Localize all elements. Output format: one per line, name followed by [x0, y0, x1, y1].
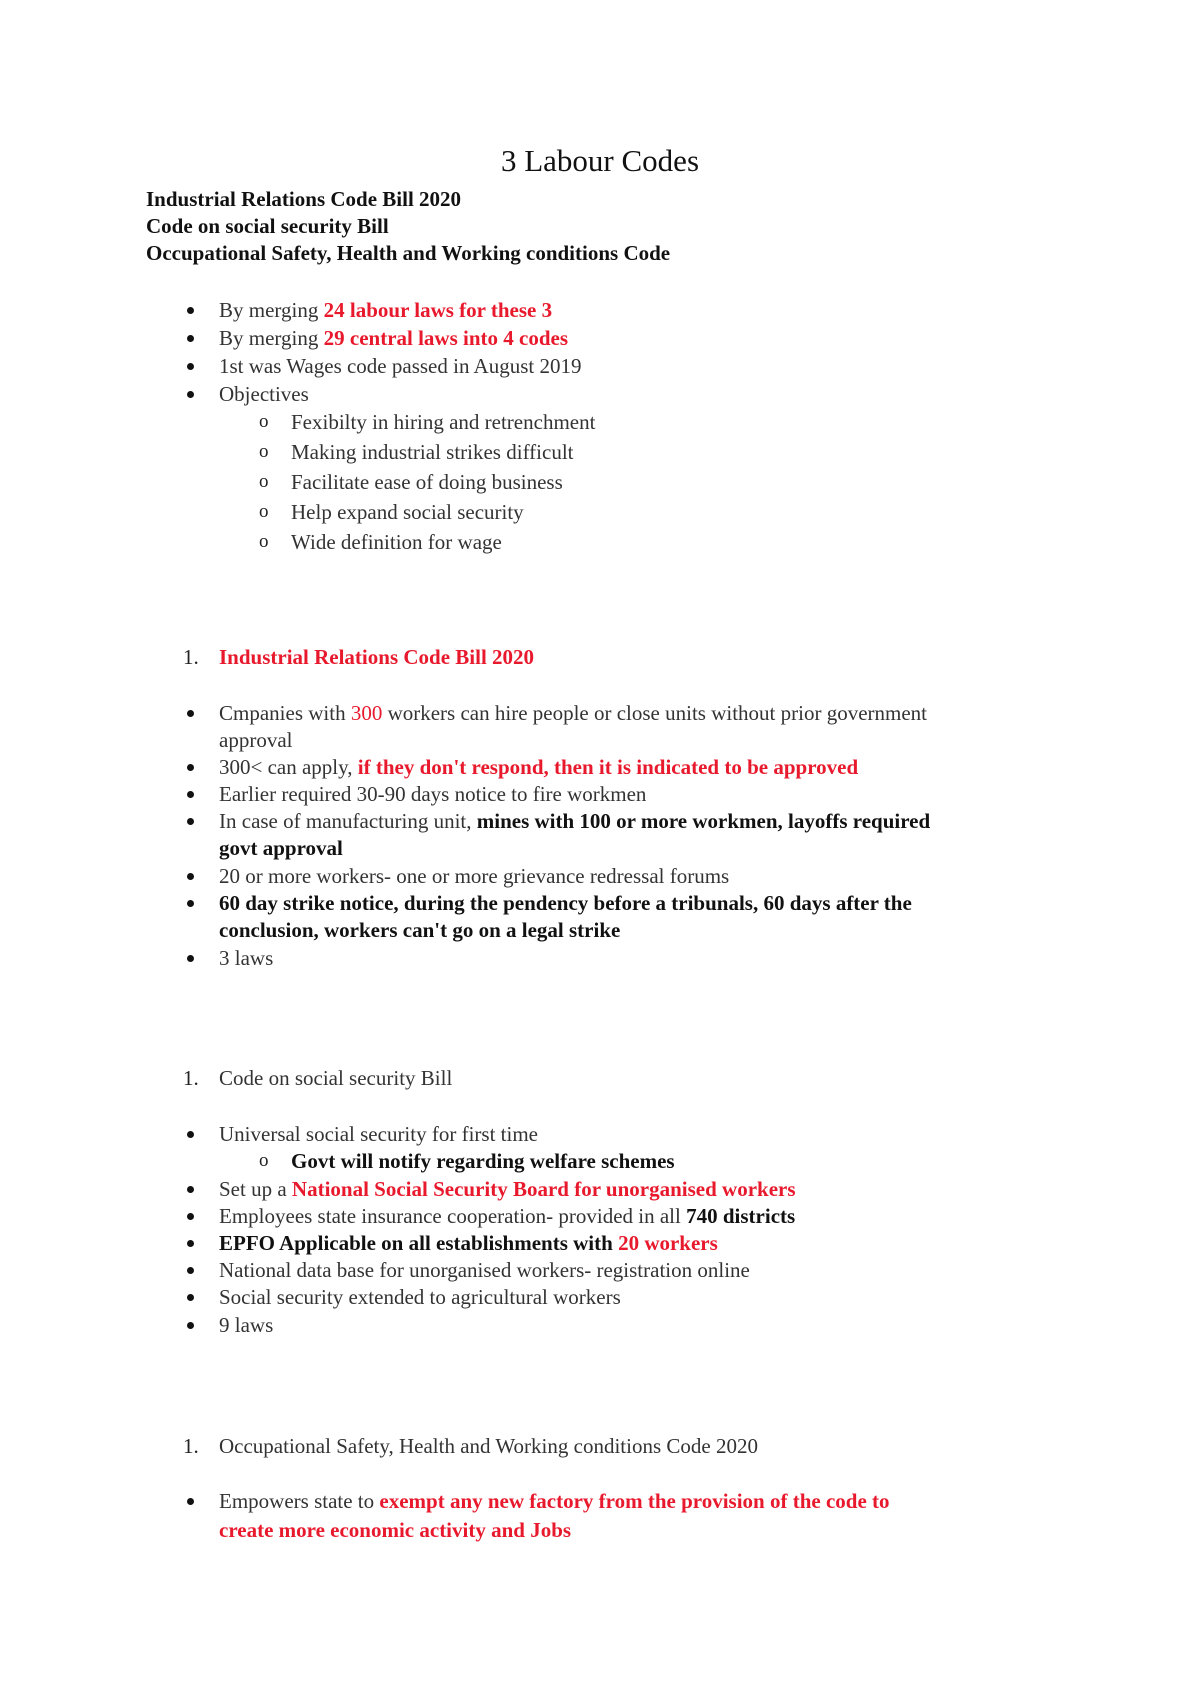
section2-item-3: Employees state insurance cooperation- provided in all 740 districts [219, 1204, 796, 1228]
objective-item: Wide definition for wage [291, 530, 502, 554]
bullet-icon [187, 1186, 194, 1193]
section2-item-6: Social security extended to agricultural workers [219, 1285, 621, 1309]
sub-bullet-marker: o [259, 471, 269, 492]
bullet-icon [187, 1131, 194, 1138]
bullet-icon [187, 873, 194, 880]
intro-bullet-objectives: Objectives [219, 382, 309, 406]
section3-heading: Occupational Safety, Health and Working conditions Code 2020 [219, 1434, 758, 1458]
sub-bullet-marker: o [259, 1150, 269, 1171]
section1-item-5: 20 or more workers- one or more grievance redressal forums [219, 864, 730, 888]
section2-item-2: Set up a National Social Security Board for unorganised workers [219, 1177, 796, 1201]
bullet-icon [187, 1267, 194, 1274]
section2-heading: Code on social security Bill [219, 1066, 453, 1090]
objective-item: Fexibilty in hiring and retrenchment [291, 410, 596, 434]
header-industrial-relations: Industrial Relations Code Bill 2020 [146, 187, 462, 211]
sub-bullet-marker: o [259, 441, 269, 462]
section1-item-2: 300< can apply, if they don't respond, then it is indicated to be approved [219, 755, 859, 779]
intro-bullet-3: 1st was Wages code passed in August 2019 [219, 354, 582, 378]
bullet-icon [187, 391, 194, 398]
bullet-icon [187, 710, 194, 717]
section1-item-7: 3 laws [219, 946, 274, 970]
bullet-icon [187, 1498, 194, 1505]
sub-bullet-marker: o [259, 411, 269, 432]
section1-item-1-cont: approval [219, 728, 293, 752]
section2-item-1: Universal social security for first time [219, 1122, 538, 1146]
header-occupational-safety: Occupational Safety, Health and Working conditions Code [146, 241, 671, 265]
section1-item-4: In case of manufacturing unit, mines with 100 or more workmen, layoffs required [219, 809, 931, 833]
bullet-icon [187, 1322, 194, 1329]
bullet-icon [187, 791, 194, 798]
bullet-icon [187, 335, 194, 342]
intro-bullet-1: By merging 24 labour laws for these 3 [219, 298, 553, 322]
section3-item-1: Empowers state to exempt any new factory from the provision of the code to [219, 1489, 890, 1513]
bullet-icon [187, 1213, 194, 1220]
objective-item: Making industrial strikes difficult [291, 440, 574, 464]
section2-item-1-sub: Govt will notify regarding welfare schemes [291, 1149, 675, 1173]
section-number: 1. [183, 1434, 199, 1458]
section3-item-1-cont: create more economic activity and Jobs [219, 1518, 572, 1542]
bullet-icon [187, 363, 194, 370]
header-social-security: Code on social security Bill [146, 214, 389, 238]
bullet-icon [187, 1294, 194, 1301]
section-number: 1. [183, 1066, 199, 1090]
sub-bullet-marker: o [259, 531, 269, 552]
section1-item-6-cont: conclusion, workers can't go on a legal strike [219, 918, 621, 942]
page-title: 3 Labour Codes [500, 143, 700, 178]
section2-item-7: 9 laws [219, 1313, 274, 1337]
objective-item: Facilitate ease of doing business [291, 470, 563, 494]
section2-item-5: National data base for unorganised workers- registration online [219, 1258, 750, 1282]
section1-item-3: Earlier required 30-90 days notice to fire workmen [219, 782, 647, 806]
section1-item-6: 60 day strike notice, during the pendency before a tribunals, 60 days after the [219, 891, 912, 915]
objective-item: Help expand social security [291, 500, 524, 524]
bullet-icon [187, 955, 194, 962]
section2-item-4: EPFO Applicable on all establishments with 20 workers [219, 1231, 718, 1255]
intro-bullet-2: By merging 29 central laws into 4 codes [219, 326, 569, 350]
bullet-icon [187, 764, 194, 771]
section1-heading: Industrial Relations Code Bill 2020 [219, 645, 535, 669]
bullet-icon [187, 818, 194, 825]
bullet-icon [187, 900, 194, 907]
bullet-icon [187, 1240, 194, 1247]
sub-bullet-marker: o [259, 501, 269, 522]
section-number: 1. [183, 645, 199, 669]
section1-item-4-cont: govt approval [219, 836, 343, 860]
bullet-icon [187, 307, 194, 314]
section1-item-1: Cmpanies with 300 workers can hire people or close units without prior government [219, 701, 928, 725]
